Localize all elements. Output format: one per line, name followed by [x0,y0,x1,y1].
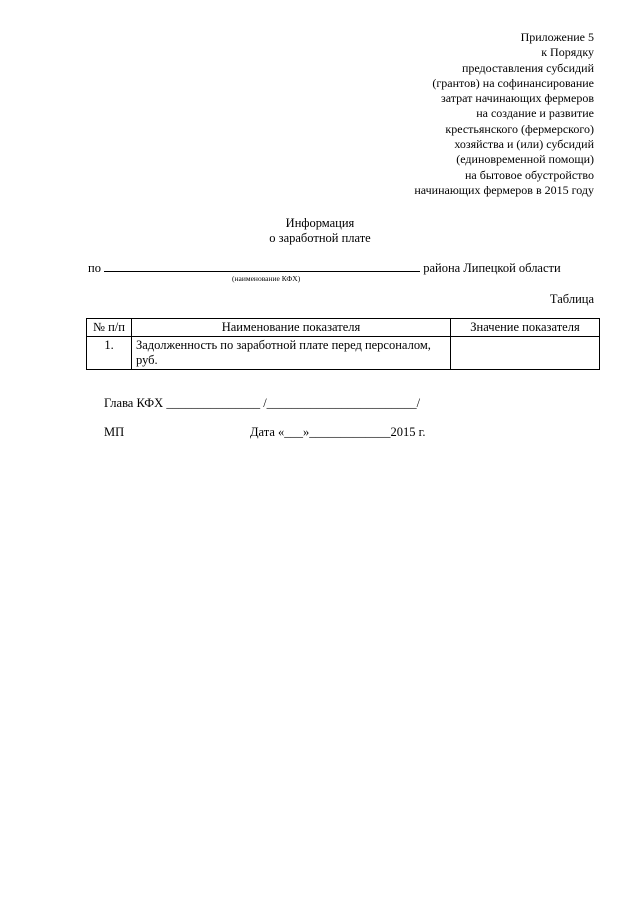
document-title [0,216,640,246]
title-line-2: о заработной плате [269,231,371,245]
date-field[interactable]: Дата «___»_____________2015 г. [250,425,426,439]
table-caption: Таблица [549,292,594,306]
header-value: Значение показателя [451,319,600,337]
appendix-header [294,30,594,198]
row-num: 1. [87,337,132,370]
header-name: Наименование показателя [132,319,451,337]
farm-name-line [88,259,598,276]
farm-name-caption: (наименование КФХ) [232,274,301,283]
appendix-line: (грантов) на софинансирование [432,75,594,90]
salary-table [86,318,600,370]
appendix-line: Приложение 5 [520,30,594,44]
appendix-line: (единовременной помощи) [456,152,594,167]
title-line-1: Информация [285,216,355,230]
appendix-line: хозяйства и (или) субсидий [454,137,594,152]
appendix-line: предоставления субсидий [461,60,594,75]
header-num: № п/п [87,319,132,337]
stamp-mp: МП [104,425,125,439]
appendix-line: крестьянского (фермерского) [445,121,594,136]
appendix-line: к Порядку [541,45,594,60]
row-value-cell[interactable] [451,337,600,370]
po-suffix: района Липецкой области [423,261,561,275]
appendix-line: на создание и развитие [476,106,594,121]
signature-blank[interactable]: _______________ /________________________/ [166,396,421,410]
row-name: Задолженность по заработной плате перед персоналом, руб. [132,337,451,370]
appendix-line: затрат начинающих фермеров [440,91,594,106]
signature-label: Глава КФХ [104,396,164,410]
signature-line [104,396,420,411]
farm-name-blank[interactable] [104,259,420,272]
appendix-line: на бытовое обустройство [465,167,594,182]
table-row [87,337,600,370]
appendix-line: начинающих фермеров в 2015 году [414,182,594,197]
stamp-row [104,425,444,440]
po-prefix: по [88,261,101,275]
table-header-row [87,319,600,337]
